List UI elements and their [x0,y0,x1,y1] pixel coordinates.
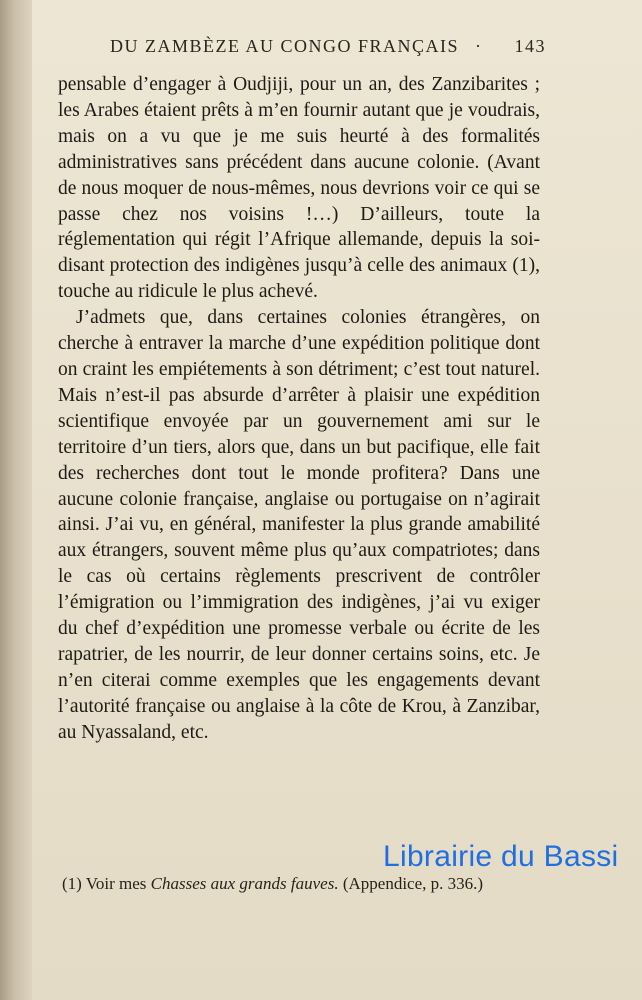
running-header [66,34,546,60]
body-text [58,72,540,746]
watermark: Librairie du Bassi [383,840,619,873]
running-title [110,36,483,57]
book-gutter [0,0,32,1000]
running-title-text: DU ZAMBÈZE AU CONGO FRANÇAIS [110,36,460,56]
footnote-book-title: Chasses aux grands fauves. [150,874,339,893]
paragraph-1: pensable d’engager à Oudjiji, pour un an, des Zanzibarites ; les Arabes étaient prêts à m’en fournir autant que je voudrais, mais on a vu que je me suis heurté à des formalités administratives sans précédent dans aucune colonie. (Avant de nous moquer de nous-mêmes, nous devrions voir ce qui se passe chez nos voisins !…) D’ailleurs, toute la réglementation qui régit l’Afrique allemande, depuis la soi-disant protection des indigènes jusqu’à celle des animaux (1), touche au ridicule le plus achevé. [58,74,540,303]
paragraph-2: J’admets que, dans certaines colonies étrangères, on cherche à entraver la marche d’une expédition politique dont on craint les empiétements à son détriment; c’est tout naturel. Mais n’est-il pas absurde d’arrêter à plaisir une expédition scientifique envoyée par un gouvernement ami sur le territoire d’un tiers, alors que, dans un but pacifique, elle fait des recherches dont tout le monde profitera? Dans une aucune colonie française, anglaise ou portugaise on n’agirait ainsi. J’ai vu, en général, manifester la plus grande amabilité aux étrangers, souvent même plus qu’aux compatriotes; dans le cas où certains règlements prescrivent de contrôler l’émigration ou l’immigration des indigènes, j’ai vu exiger du chef d’expédition une promesse verbale ou écrite de les rapatrier, de les nourrir, de leur donner certains soins, etc. Je n’en citerai comme exemples que les engagements devant l’autorité française ou anglaise à la côte de Krou, à Zanzibar, au Nyassaland, etc. [58,307,540,743]
page-number: 143 [514,36,546,56]
footnote-marker: (1) [62,874,82,893]
header-separator: · [475,36,483,56]
footnote [58,872,540,896]
footnote-text-after: (Appendice, p. 336.) [342,874,484,893]
footnote-text-before: Voir mes [85,874,147,893]
